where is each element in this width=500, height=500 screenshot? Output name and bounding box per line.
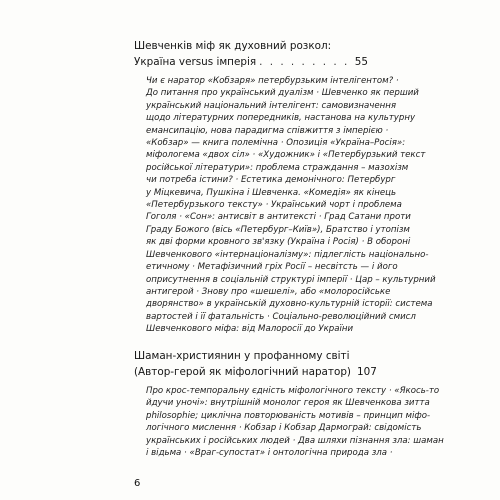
toc-title-line: (Автор-герой як міфологічний наратор) [134, 366, 351, 378]
subtopic-line: оприсутнення в соціальній структурі імперії · Цар – культурний [146, 274, 436, 285]
subtopic-line: українських і російських людей · Два шляхи пізнання зла: шаман [146, 435, 444, 446]
toc-entry [134, 38, 436, 336]
toc-entry-title [134, 38, 368, 70]
subtopic-line: Про крос-темпоральну єдність міфологічного тексту · «Якось-то [146, 386, 440, 396]
subtopic-line: і відьма · «Враг-супостат» і онтологічна природа зла · [146, 448, 393, 459]
toc-title-line-with-page [134, 54, 368, 70]
leader-dots [259, 54, 352, 70]
toc-title-line: Шевченків міф як духовний розкол: [134, 40, 332, 52]
subtopic-line: міфологема «двох сіл» · «Художник» і «Петербурзький текст [146, 150, 426, 161]
subtopic-line: український національний інтелігент: самовизначення [146, 100, 397, 111]
subtopic-line: вартостей і її фатальність · Соціально-революційний смисл [146, 311, 416, 322]
subtopic-line: етичному · Метафізичний гріх Росії – несвітсть — і його [146, 262, 398, 273]
toc-title-line: Україна versus імперія [134, 56, 257, 68]
subtopic-line: philosophie; циклічна повторюваність мотивів – принцип міфо- [146, 410, 431, 421]
subtopic-line: щодо літературних попередників, настанова на культурну [146, 113, 416, 124]
subtopic-line: емансипацію, нова парадигма співжиття з імперією · [146, 125, 389, 136]
subtopic-line: йдучи уночі»: внутрішній монолог героя як Шевченкова зитта [146, 398, 430, 409]
subtopic-line: як дві форми кровного зв'язку (Україна і Росія) · В обороні [146, 237, 411, 248]
toc-page-number: 107 [356, 366, 377, 378]
toc-page-number: 55 [354, 56, 368, 68]
toc-entry-title [134, 348, 377, 380]
subtopic-line: у Міцкевича, Пушкіна і Шевченка. «Комедія» як кінець [146, 187, 397, 198]
subtopic-line: До питання про український дуалізм · Шевченко як перший [146, 88, 419, 99]
toc-entry [134, 348, 444, 459]
subtopic-line: Чи є наратор «Кобзаря» петербурзьким інтелігентом? · [146, 76, 399, 86]
toc-subtopics [146, 75, 436, 336]
subtopic-line: антигерой · Знову про «шешелі», або «молоросійське [146, 286, 391, 297]
subtopic-line: Граду Божого (вісь «Петербург–Київ»), Братство і утопізм [146, 224, 410, 235]
toc-title-line: Шаман-християнин у профанному світі [134, 350, 350, 362]
subtopic-line: «Кобзар» — книга полемічна · Опозиція «Україна–Росія»: [146, 138, 406, 149]
toc-subtopics [146, 385, 444, 459]
subtopic-line: чи потреба істини? · Естетика демонічного: Петербург [146, 175, 396, 186]
subtopic-line: дворянство» в українській духовно-культурній історії: система [146, 299, 433, 310]
page-number: 6 [134, 478, 141, 489]
subtopic-line: логічного мислення · Кобзар і Кобзар Дармограй: свідомість [146, 423, 422, 434]
toc-title-line-with-page [134, 364, 377, 380]
subtopic-line: Шевченкового «інтернаціоналізму»: підлеглість національно- [146, 249, 429, 260]
subtopic-line: «Петербурзького тексту» · Український чорт і проблема [146, 200, 402, 211]
subtopic-line: російської літератури»: проблема страждання – мазохізм [146, 162, 409, 173]
subtopic-line: Шевченкового міфа: від Малоросії до України [146, 324, 354, 335]
subtopic-line: Гоголя · «Сон»: антисвіт в антитексті · Град Сатани проти [146, 212, 411, 223]
